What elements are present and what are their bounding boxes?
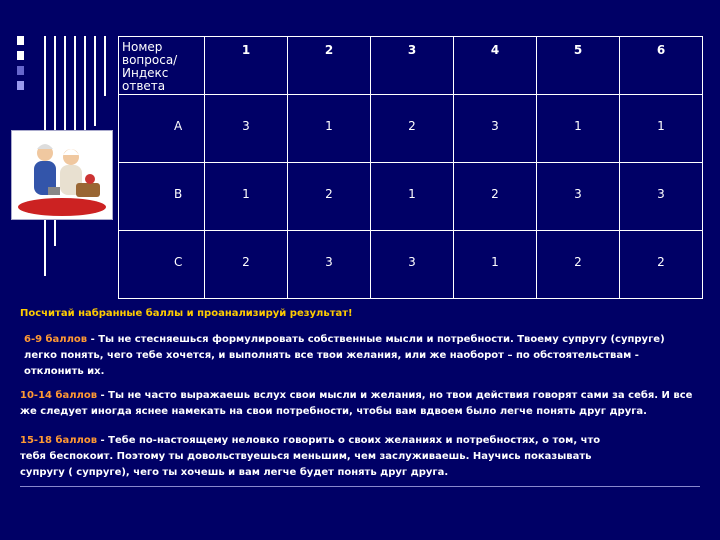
table-cell: 1 (537, 95, 620, 163)
answer-key-table (118, 36, 703, 299)
score-range-label: 6-9 баллов (24, 334, 88, 345)
result-block-mid (20, 388, 695, 420)
result-block-high (20, 433, 620, 481)
decorative-squares (17, 36, 43, 96)
column-header: 3 (371, 37, 454, 95)
result-block-low (24, 332, 674, 380)
column-header: 2 (288, 37, 371, 95)
table-cell: 2 (205, 231, 288, 299)
column-header: 1 (205, 37, 288, 95)
result-description: - Ты не часто выражаешь вслух свои мысли и желания, но твои действия говорят сами за себя. И все же следует иногда яснее намекать на свои потребности, чтобы вам вдвоем было легче понять друг друга. (20, 390, 693, 417)
row-letter: С (119, 231, 205, 299)
score-range-label: 15-18 баллов (20, 435, 98, 446)
instruction-text: Посчитай набранные баллы и проанализируй результат! (20, 308, 353, 319)
column-header: 6 (620, 37, 703, 95)
row-letter: А (119, 95, 205, 163)
row-letter: В (119, 163, 205, 231)
table-row (119, 163, 703, 231)
result-description: - Тебе по-настоящему неловко говорить о своих желаниях и потребностях, о том, что тебя беспокоит. Поэтому ты довольствуешься меньшим, чем заслуживаешь. Научись показывать супругу ( супруге), чего ты хочешь и вам легче будет понять друг друга. (20, 435, 601, 478)
table-row (119, 95, 703, 163)
table-row (119, 231, 703, 299)
column-header: 5 (537, 37, 620, 95)
header-label-cell: Номер вопроса/ Индекс ответа (119, 37, 205, 95)
table-cell: 3 (371, 231, 454, 299)
table-cell: 1 (288, 95, 371, 163)
table-cell: 3 (620, 163, 703, 231)
table-cell: 2 (537, 231, 620, 299)
bottom-divider (20, 486, 700, 487)
table-cell: 1 (371, 163, 454, 231)
table-header-row (119, 37, 703, 95)
table-cell: 2 (371, 95, 454, 163)
table-cell: 1 (620, 95, 703, 163)
table-cell: 2 (288, 163, 371, 231)
table-cell: 3 (205, 95, 288, 163)
table-cell: 3 (288, 231, 371, 299)
table-cell: 2 (454, 163, 537, 231)
table-cell: 1 (454, 231, 537, 299)
score-range-label: 10-14 баллов (20, 390, 98, 401)
column-header: 4 (454, 37, 537, 95)
table-cell: 3 (537, 163, 620, 231)
table-cell: 1 (205, 163, 288, 231)
couple-picnic-image (11, 130, 113, 220)
table-cell: 3 (454, 95, 537, 163)
table-cell: 2 (620, 231, 703, 299)
result-description: - Ты не стесняешься формулировать собственные мысли и потребности. Твоему супругу (супруге) легко понять, чего тебе хочется, и выполнять все твои желания, или же наоборот – по обстоятельствам - отклонить их. (24, 334, 665, 377)
